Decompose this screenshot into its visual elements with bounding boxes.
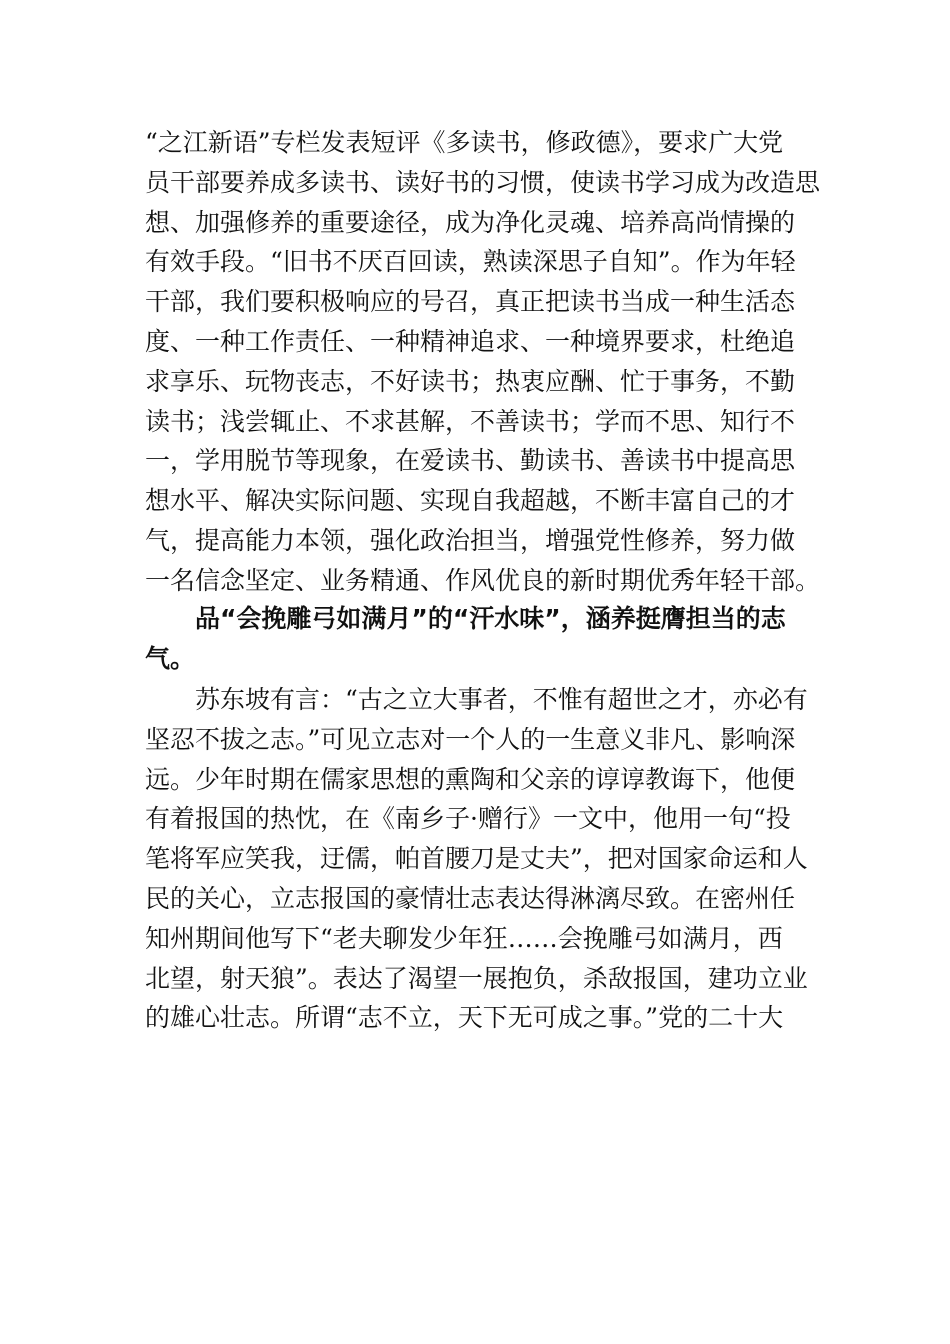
paragraph-line: 度、一种工作责任、一种精神追求、一种境界要求，杜绝追: [145, 326, 796, 356]
paragraph-line: 一名信念坚定、业务精通、作风优良的新时期优秀年轻干部。: [145, 565, 821, 595]
paragraph-line: 想、加强修养的重要途径，成为净化灵魂、培养高尚情操的: [145, 207, 796, 237]
paragraph-line: 苏东坡有言：“古之立大事者，不惟有超世之才，亦必有: [195, 685, 808, 714]
section-heading: [145, 599, 835, 679]
paragraph-line: 笔将军应笑我，迂儒，帕首腰刀是丈夫”，把对国家命运和人: [145, 844, 808, 874]
paragraph-line: 气，提高能力本领，强化政治担当，增强党性修养，努力做: [145, 525, 796, 555]
paragraph-line: 员干部要养成多读书、读好书的习惯，使读书学习成为改造思: [145, 167, 821, 197]
paragraph-line: 远。少年时期在儒家思想的熏陶和父亲的谆谆教诲下，他便: [145, 764, 796, 794]
paragraph-line: 知州期间他写下“老夫聊发少年狂……会挽雕弓如满月，西: [145, 923, 783, 953]
heading-line: 品“会挽雕弓如满月”的“汗水味”，涵养挺膺担当的志: [195, 604, 786, 633]
paragraph-line: “之江新语”专栏发表短评《多读书，修政德》，要求广大党: [145, 128, 784, 157]
heading-line: 气。: [145, 644, 196, 673]
paragraph-line: 想水平、解决实际问题、实现自我超越，不断丰富自己的才: [145, 486, 796, 516]
paragraph-line: 一，学用脱节等现象，在爱读书、勤读书、善读书中提高思: [145, 446, 796, 476]
body-paragraph-2: [145, 680, 835, 1038]
paragraph-line: 有着报国的热忱，在《南乡子·赠行》一文中，他用一句“投: [145, 804, 791, 834]
paragraph-line: 北望，射天狼”。表达了渴望一展抱负，杀敌报国，建功立业: [145, 963, 808, 993]
paragraph-line: 有效手段。“旧书不厌百回读，熟读深思子自知”。作为年轻: [145, 247, 796, 277]
paragraph-line: 读书；浅尝辄止、不求甚解，不善读书；学而不思、知行不: [145, 406, 796, 436]
body-paragraph-1: [145, 123, 835, 601]
paragraph-line: 干部，我们要积极响应的号召，真正把读书当成一种生活态: [145, 287, 796, 317]
paragraph-line: 民的关心，立志报国的豪情壮志表达得淋漓尽致。在密州任: [145, 883, 796, 913]
paragraph-line: 求享乐、玩物丧志，不好读书；热衷应酬、忙于事务，不勤: [145, 366, 796, 396]
paragraph-line: 的雄心壮志。所谓“志不立，天下无可成之事。”党的二十大: [145, 1003, 784, 1033]
paragraph-line: 坚忍不拔之志。”可见立志对一个人的一生意义非凡、影响深: [145, 724, 796, 754]
